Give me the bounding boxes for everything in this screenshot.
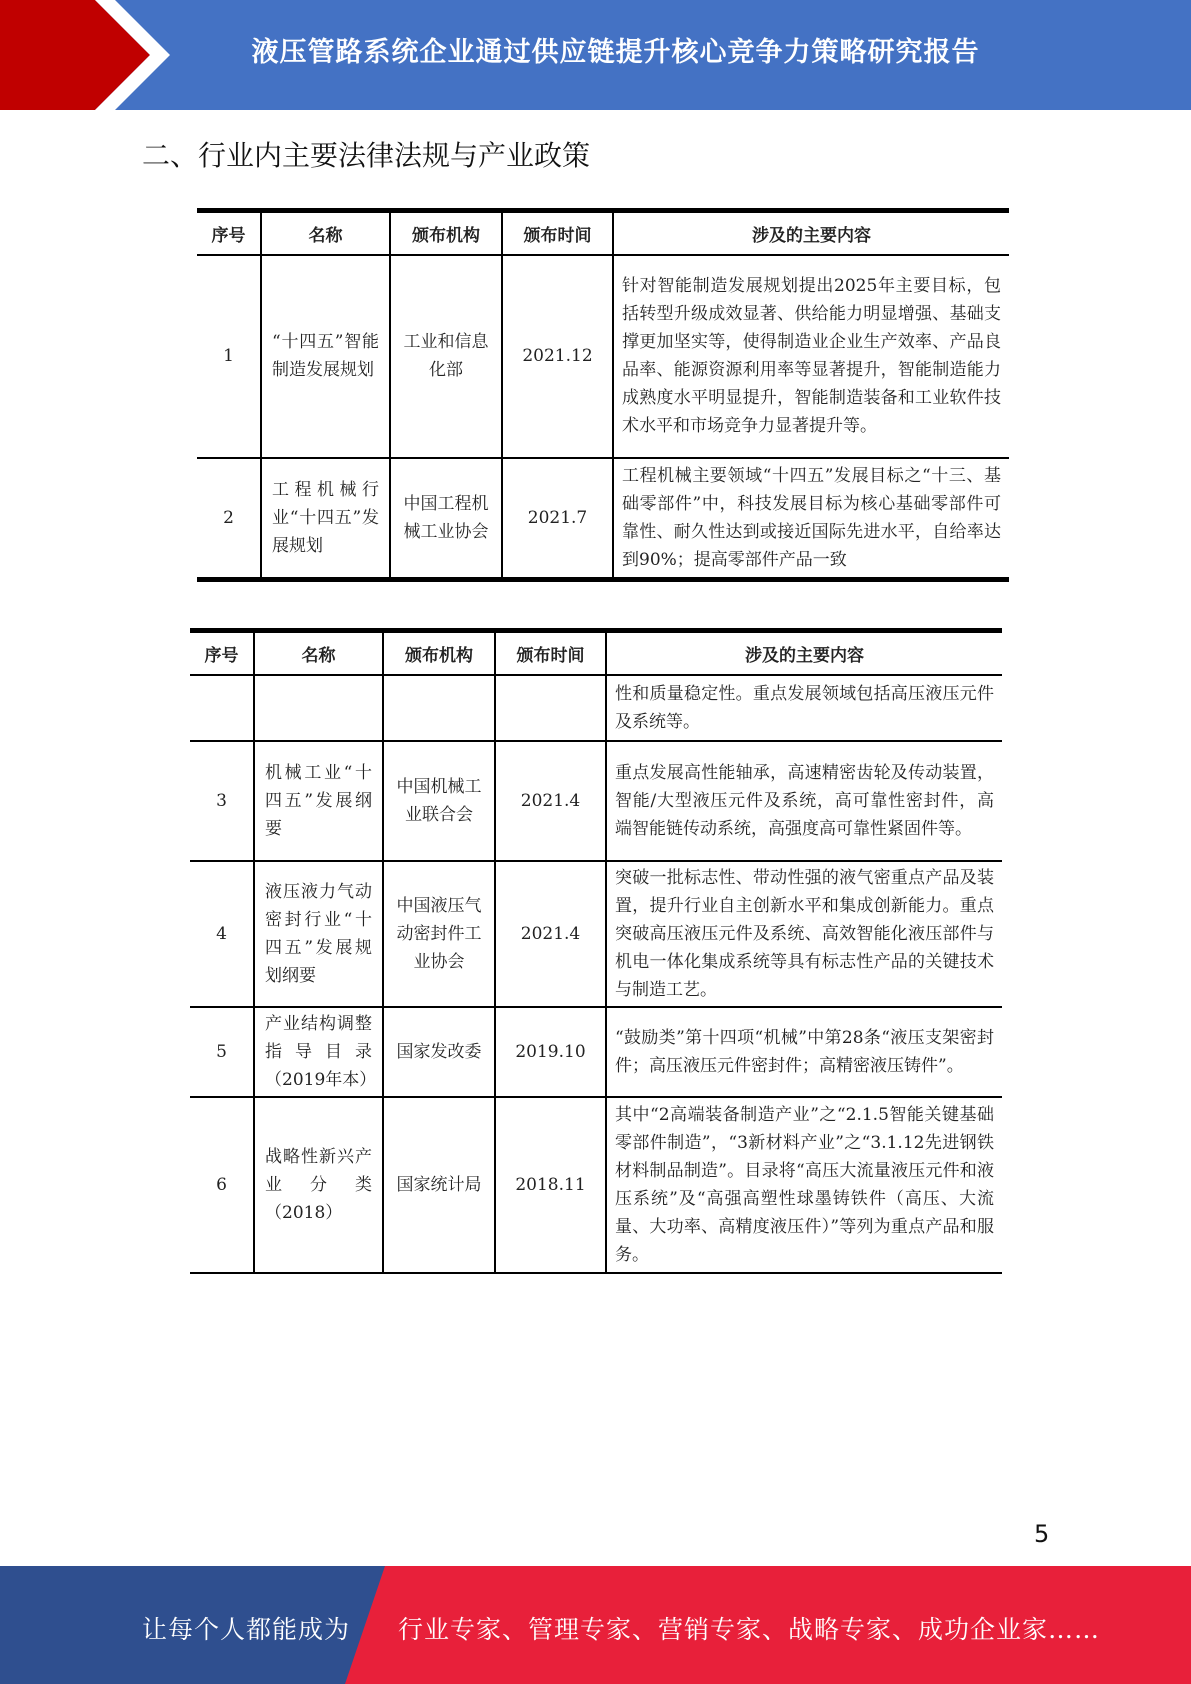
table-row: [190, 861, 1002, 1007]
cell-date: 2021.12: [502, 255, 613, 458]
cell-date: 2021.4: [495, 741, 606, 861]
cell-no: 3: [190, 741, 254, 861]
cell-name: 工程机械行业“十四五”发展规划: [261, 458, 390, 580]
cell-date: [495, 675, 606, 741]
cell-org: 工业和信息化部: [390, 255, 502, 458]
table-header-row: [190, 631, 1002, 675]
col-header-org: 颁布机构: [383, 631, 495, 675]
cell-no: [190, 675, 254, 741]
cell-name: “十四五”智能制造发展规划: [261, 255, 390, 458]
cell-no: 2: [197, 458, 261, 580]
col-header-no: 序号: [190, 631, 254, 675]
cell-date: 2018.11: [495, 1097, 606, 1273]
cell-date: 2021.4: [495, 861, 606, 1007]
table-row: [190, 741, 1002, 861]
page-footer: [0, 1566, 1191, 1684]
report-title: 液压管路系统企业通过供应链提升核心竞争力策略研究报告: [251, 37, 980, 68]
col-header-date: 颁布时间: [502, 211, 613, 255]
cell-content: “鼓励类”第十四项“机械”中第28条“液压支架密封件；高压液压元件密封件；高精密液压铸件”。: [606, 1007, 1002, 1097]
policy-table-part-2: [190, 628, 1002, 1274]
cell-name: [254, 675, 383, 741]
col-header-date: 颁布时间: [495, 631, 606, 675]
table-row: [190, 675, 1002, 741]
policy-table-part-1: [197, 208, 1009, 582]
cell-no: 5: [190, 1007, 254, 1097]
table-row: [197, 255, 1009, 458]
footer-slogan-right: 行业专家、管理专家、营销专家、战略专家、成功企业家……: [398, 1615, 1101, 1644]
cell-content: 突破一批标志性、带动性强的液气密重点产品及装置，提升行业自主创新水平和集成创新能力。重点突破高压液压元件及系统、高效智能化液压部件与机电一体化集成系统等具有标志性产品的关键技术与制造工艺。: [606, 861, 1002, 1007]
col-header-no: 序号: [197, 211, 261, 255]
page-number: 5: [1034, 1520, 1050, 1548]
table-header-row: [197, 211, 1009, 255]
table-row: [197, 458, 1009, 580]
col-header-org: 颁布机构: [390, 211, 502, 255]
cell-name: 产业结构调整指导目录（2019年本）: [254, 1007, 383, 1097]
cell-content: 针对智能制造发展规划提出2025年主要目标，包括转型升级成效显著、供给能力明显增强、基础支撑更加坚实等，使得制造业企业生产效率、产品良品率、能源资源利用率等显著提升，智能制造能力成熟度水平明显提升，智能制造装备和工业软件技术水平和市场竞争力显著提升等。: [613, 255, 1009, 458]
col-header-name: 名称: [254, 631, 383, 675]
cell-content: 性和质量稳定性。重点发展领域包括高压液压元件及系统等。: [606, 675, 1002, 741]
footer-slogan-left: 让每个人都能成为: [142, 1615, 351, 1644]
cell-org: 中国机械工业联合会: [383, 741, 495, 861]
cell-org: 中国液压气动密封件工业协会: [383, 861, 495, 1007]
col-header-content: 涉及的主要内容: [613, 211, 1009, 255]
cell-org: 中国工程机械工业协会: [390, 458, 502, 580]
cell-date: 2019.10: [495, 1007, 606, 1097]
cell-org: [383, 675, 495, 741]
section-heading: 二、行业内主要法律法规与产业政策: [142, 139, 591, 172]
cell-no: 4: [190, 861, 254, 1007]
page-header: [0, 0, 1191, 110]
cell-content: 重点发展高性能轴承，高速精密齿轮及传动装置，智能/大型液压元件及系统，高可靠性密封件，高端智能链传动系统，高强度高可靠性紧固件等。: [606, 741, 1002, 861]
col-header-content: 涉及的主要内容: [606, 631, 1002, 675]
table-row: [190, 1097, 1002, 1273]
cell-no: 1: [223, 346, 234, 366]
cell-content: 其中“2高端装备制造产业”之“2.1.5智能关键基础零部件制造”，“3新材料产业”之“3.1.12先进钢铁材料制品制造”。目录将“高压大流量液压元件和液压系统”及“高强高塑性球墨铸铁件（高压、大流量、大功率、高精度液压件）”等列为重点产品和服务。: [606, 1097, 1002, 1273]
col-header-name: 名称: [261, 211, 390, 255]
cell-no: 6: [190, 1097, 254, 1273]
cell-org: 国家发改委: [383, 1007, 495, 1097]
cell-name: 战略性新兴产业分类（2018）: [254, 1097, 383, 1273]
cell-name: 机械工业“十四五”发展纲要: [254, 741, 383, 861]
cell-name: 液压液力气动密封行业“十四五”发展规划纲要: [254, 861, 383, 1007]
cell-org: 国家统计局: [383, 1097, 495, 1273]
table-row: [190, 1007, 1002, 1097]
cell-content: 工程机械主要领域“十四五”发展目标之“十三、基础零部件”中，科技发展目标为核心基础零部件可靠性、耐久性达到或接近国际先进水平，自给率达到90%；提高零部件产品一致: [613, 458, 1009, 580]
cell-date: 2021.7: [502, 458, 613, 580]
